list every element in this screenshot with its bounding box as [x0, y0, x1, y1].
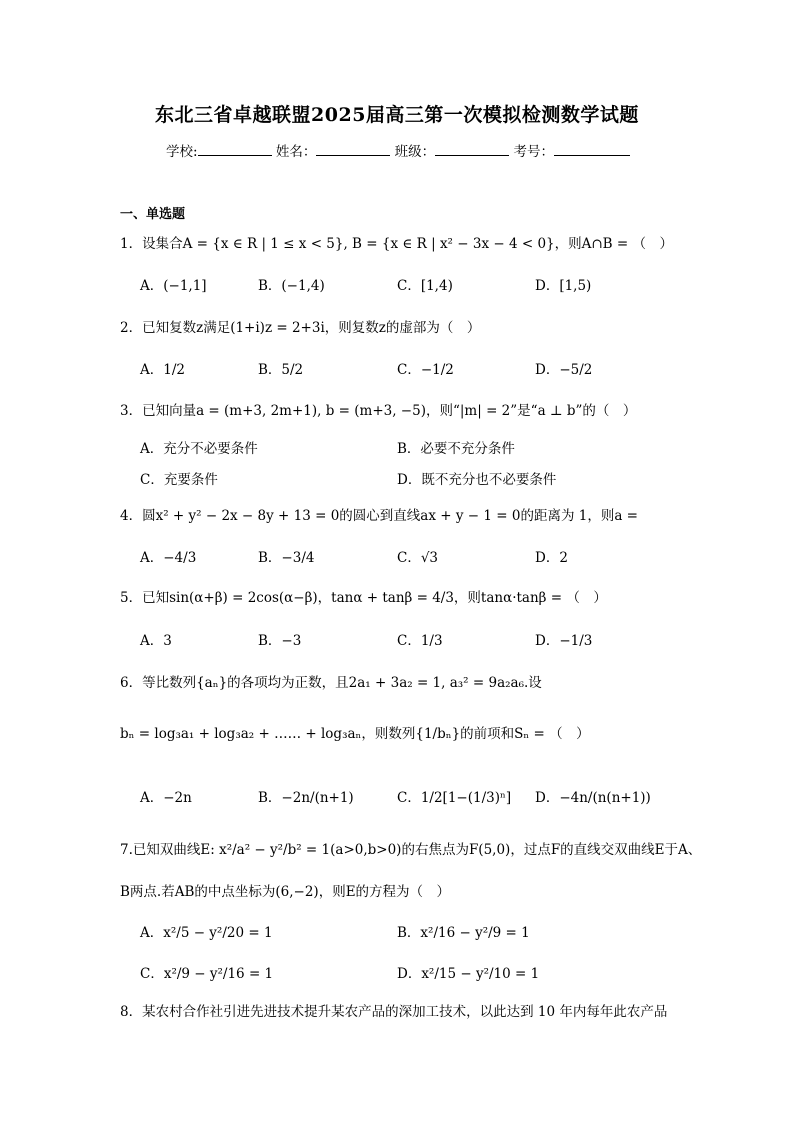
option-b: B．5/2	[258, 362, 304, 378]
question-stem: 2．已知复数z满足(1+i)z = 2+3i，则复数z的虚部为（ ）	[120, 320, 481, 336]
question-stem: 3．已知向量a = (m+3, 2m+1), b = (m+3, −5)，则“|m| = 2”是“a ⊥ b”的（ ）	[120, 403, 637, 419]
option-b: B．−2n/(n+1)	[258, 790, 354, 806]
student-info-line	[166, 140, 630, 160]
school-label: 学校:	[166, 144, 198, 160]
school-blank[interactable]	[198, 141, 272, 156]
option-a: A．−4/3	[140, 550, 197, 566]
exam-no-label: 考号：	[513, 144, 554, 160]
option-d: D．−1/3	[535, 633, 593, 649]
class-blank[interactable]	[435, 141, 509, 156]
option-c: C．[1,4)	[397, 278, 453, 294]
option-a: A．1/2	[140, 362, 185, 378]
option-c: C．1/3	[397, 633, 443, 649]
option-d: D．2	[535, 550, 568, 566]
question-stem: 1．设集合A = {x ∈ R | 1 ≤ x < 5}, B = {x ∈ R | x² − 3x − 4 < 0}，则A∩B = （ ）	[120, 236, 673, 252]
option-d: D．x²/15 − y²/10 = 1	[397, 966, 540, 982]
option-b: B．x²/16 − y²/9 = 1	[397, 925, 530, 941]
option-d: D．[1,5)	[535, 278, 592, 294]
question-stem-line2: bₙ = log₃a₁ + log₃a₂ + …… + log₃aₙ，则数列{1/bₙ}的前项和Sₙ = （ ）	[120, 726, 590, 742]
question-stem: 5．已知sin(α+β) = 2cos(α−β)，tanα + tanβ = 4/3，则tanα·tanβ = （ ）	[120, 590, 607, 606]
option-b: B．必要不充分条件	[397, 441, 515, 457]
option-c: C．−1/2	[397, 362, 454, 378]
name-label: 姓名：	[275, 144, 317, 160]
option-a: A．(−1,1]	[140, 278, 207, 294]
name-blank[interactable]	[316, 141, 390, 156]
option-a: A．−2n	[140, 790, 192, 806]
option-d: D．−5/2	[535, 362, 593, 378]
option-a: A．充分不必要条件	[140, 441, 258, 457]
section-title: 一、单选题	[120, 207, 186, 222]
option-c: C．√3	[397, 550, 439, 566]
question-stem: 6．等比数列{aₙ}的各项均为正数，且2a₁ + 3a₂ = 1, a₃² = 9a₂a₆.设	[120, 675, 542, 691]
option-c: C．x²/9 − y²/16 = 1	[140, 966, 274, 982]
option-a: A．x²/5 − y²/20 = 1	[140, 925, 273, 941]
option-a: A．3	[140, 633, 172, 649]
option-b: B．−3	[258, 633, 302, 649]
option-d: D．−4n/(n(n+1))	[535, 790, 651, 806]
class-label: 班级：	[394, 144, 436, 160]
option-b: B．−3/4	[258, 550, 315, 566]
option-c: C．1/2[1−(1/3)ⁿ]	[397, 790, 512, 806]
question-stem: 7.已知双曲线E: x²/a² − y²/b² = 1(a>0,b>0)的右焦点为F(5,0)，过点F的直线交双曲线E于A、	[120, 842, 702, 858]
page-title: 东北三省卓越联盟2025届高三第一次模拟检测数学试题	[155, 104, 639, 126]
exam-no-blank[interactable]	[554, 141, 630, 156]
question-stem: 8．某农村合作社引进先进技术提升某农产品的深加工技术，以此达到 10 年内每年此农产品	[120, 1004, 668, 1020]
option-b: B．(−1,4)	[258, 278, 325, 294]
question-stem-line2: B两点.若AB的中点坐标为(6,−2)，则E的方程为（ ）	[120, 884, 451, 900]
question-stem: 4．圆x² + y² − 2x − 8y + 13 = 0的圆心到直线ax + y − 1 = 0的距离为 1，则a =	[120, 508, 638, 524]
option-c: C．充要条件	[140, 472, 218, 488]
option-d: D．既不充分也不必要条件	[397, 472, 557, 488]
